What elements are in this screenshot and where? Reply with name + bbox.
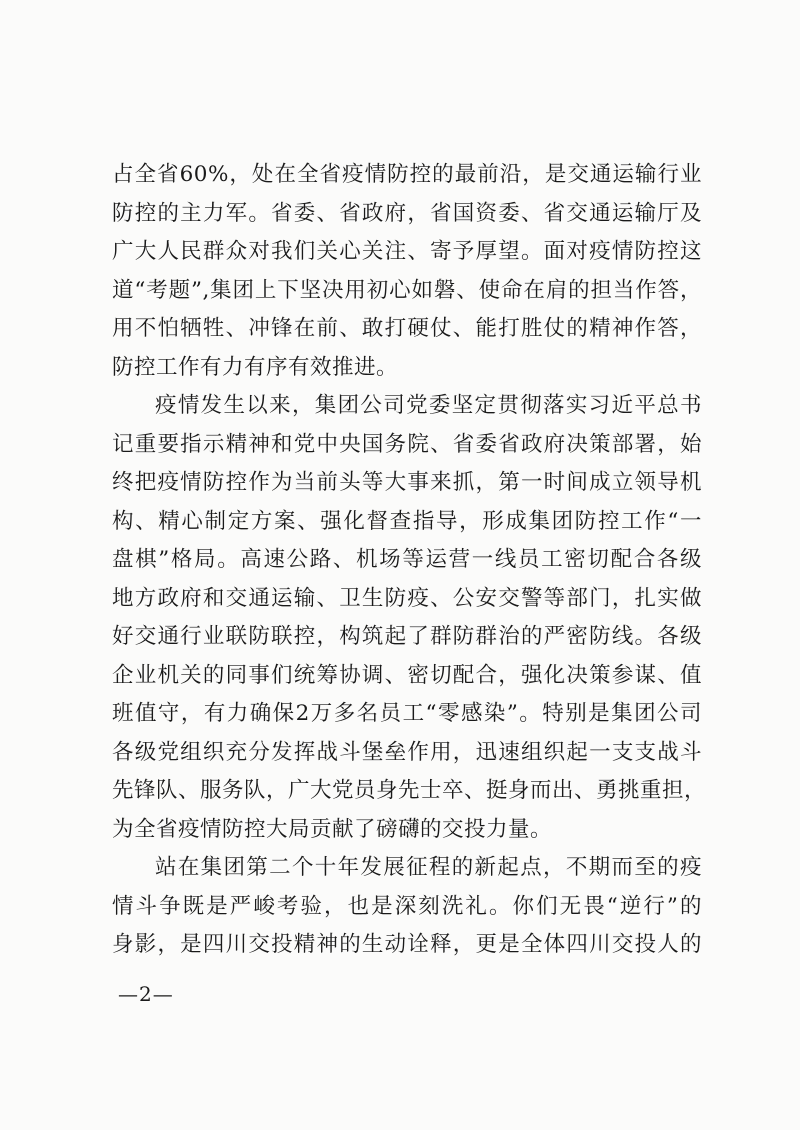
text-line: 占全省60%，处在全省疫情防控的最前沿，是交通运输行业 (112, 162, 702, 187)
text-line: 盘棋”格局。高速公路、机场等运营一线员工密切配合各级 (112, 547, 702, 572)
text-line: 班值守，有力确保2万多名员工“零感染”。特别是集团公司 (112, 701, 702, 726)
text-line: 记重要指示精神和党中央国务院、省委省政府决策部署，始 (112, 431, 702, 457)
text-line: 疫情发生以来，集团公司党委坚定贯彻落实习近平总书 (155, 393, 702, 418)
paragraph-1 (112, 156, 702, 387)
paragraph-2 (112, 387, 707, 849)
text-line: 企业机关的同事们统筹协调、密切配合，强化决策参谋、值 (112, 662, 702, 688)
text-line: 终把疫情防控作为当前头等大事来抓，第一时间成立领导机 (112, 470, 702, 495)
text-line: 构、精心制定方案、强化督查指导，形成集团防控工作“一 (112, 508, 702, 534)
text-line: 为全省疫情防控大局贡献了磅礴的交投力量。 (112, 816, 553, 842)
text-line: 各级党组织充分发挥战斗堡垒作用，迅速组织起一支支战斗 (112, 739, 702, 765)
page-number: —2— (118, 982, 174, 1006)
text-line: 防控的主力军。省委、省政府，省国资委、省交通运输厅及 (112, 200, 702, 226)
text-line: 防控工作有力有序有效推进。 (112, 354, 399, 380)
text-line: 好交通行业联防联控，构筑起了群防群治的严密防线。各级 (112, 624, 702, 649)
text-line: 地方政府和交通运输、卫生防疫、公安交警等部门，扎实做 (112, 585, 702, 611)
text-line: 情斗争既是严峻考验，也是深刻洗礼。你们无畏“逆行”的 (112, 893, 702, 919)
document-body (112, 156, 707, 965)
text-line: 先锋队、服务队，广大党员身先士卒、挺身而出、勇挑重担， (112, 778, 707, 803)
text-line: 身影，是四川交投精神的生动诠释，更是全体四川交投人的 (112, 932, 702, 957)
text-line: 道“考题”,集团上下坚决用初心如磐、使命在肩的担当作答， (112, 277, 702, 303)
text-line: 用不怕牺牲、冲锋在前、敢打硬仗、能打胜仗的精神作答， (112, 316, 702, 341)
text-line: 站在集团第二个十年发展征程的新起点，不期而至的疫 (155, 855, 702, 880)
paragraph-3 (112, 849, 702, 965)
text-line: 广大人民群众对我们关心关注、寄予厚望。面对疫情防控这 (112, 239, 702, 264)
